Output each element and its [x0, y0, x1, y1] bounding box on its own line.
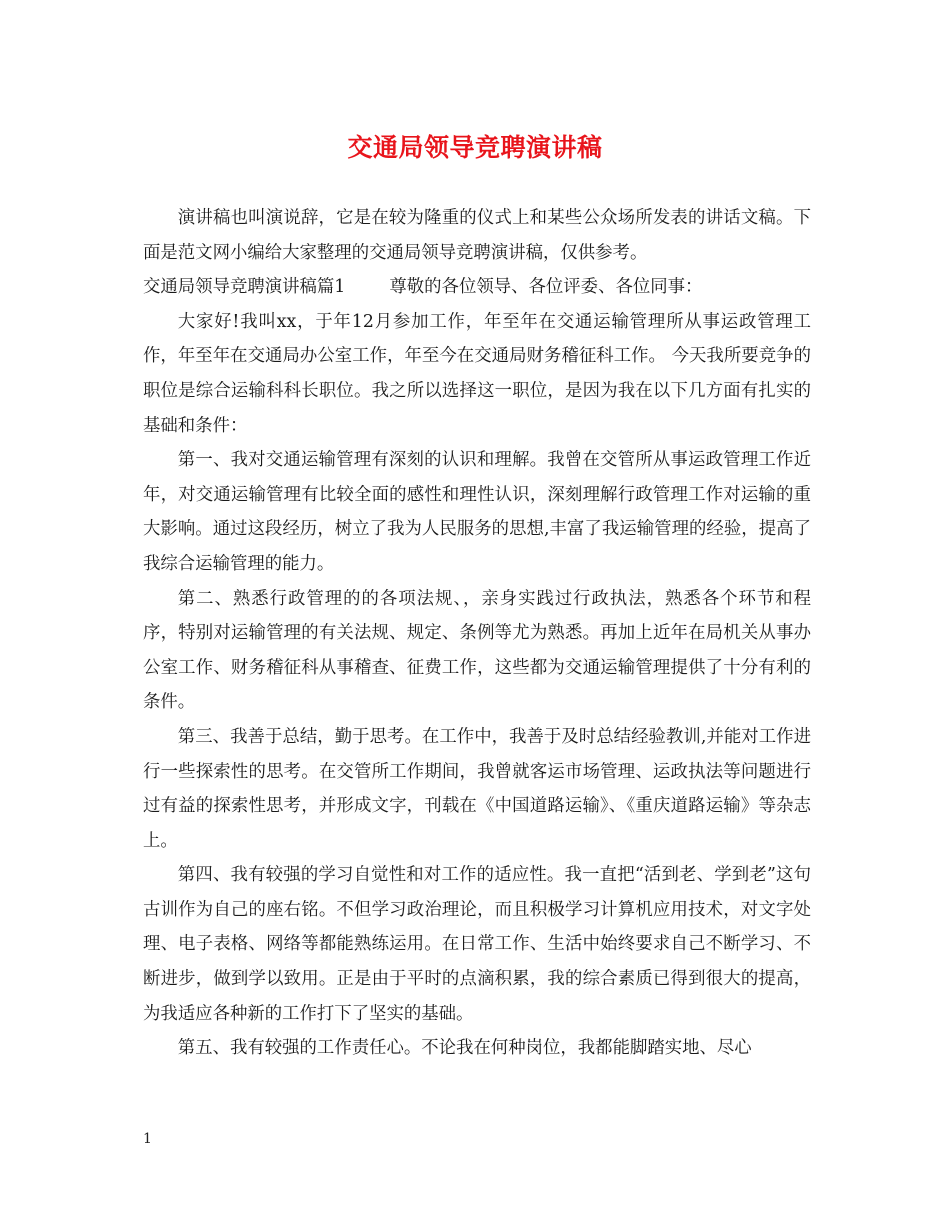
document-body [143, 201, 811, 1066]
body-paragraph-6: 第五、我有较强的工作责任心。不论我在何种岗位，我都能脚踏实地、尽心 [177, 1038, 752, 1059]
body-paragraph-2: 第一、我对交通运输管理有深刻的认识和理解。我曾在交管所从事运政管理工作近年，对交通运输管理有比较全面的感性和理性认识，深刻理解行政管理工作对运输的重大影响。通过这段经历，树立了我为人民服务的思想,丰富了我运输管理的经验，提高了我综合运输管理的能力。 [143, 450, 811, 574]
body-paragraph-3: 第二、熟悉行政管理的的各项法规、，亲身实践过行政执法，熟悉各个环节和程序，特别对运输管理的有关法规、规定、条例等尤为熟悉。再加上近年在局机关从事办公室工作、财务稽征科从事稽查、征费工作，这些都为交通运输管理提供了十分有利的条件。 [143, 588, 811, 713]
body-paragraph-5: 第四、我有较强的学习自觉性和对工作的适应性。我一直把“活到老、学到老”这句古训作为自己的座右铭。不但学习政治理论，而且积极学习计算机应用技术，对文字处理、电子表格、网络等都能熟练运用。在日常工作、生活中始终要求自己不断学习、不断进步，做到学以致用。正是由于平时的点滴积累，我的综合素质已得到很大的提高，为我适应各种新的工作打下了坚实的基础。 [143, 865, 811, 1024]
salutation: 尊敬的各位领导、各位评委、各位同事： [389, 277, 703, 298]
article-heading-row [143, 270, 811, 305]
body-paragraph-4: 第三、我善于总结，勤于思考。在工作中，我善于及时总结经验教训,并能对工作进行一些探索性的思考。在交管所工作期间，我曾就客运市场管理、运政执法等问题进行过有益的探索性思考，并形成文字，刊载在《中国道路运输》、《重庆道路运输》等杂志上。 [143, 726, 811, 851]
intro-paragraph: 演讲稿也叫演说辞，它是在较为隆重的仪式上和某些公众场所发表的讲话文稿。下面是范文网小编给大家整理的交通局领导竞聘演讲稿，仅供参考。 [143, 208, 811, 263]
page-number: 1 [143, 1131, 152, 1147]
article-heading: 交通局领导竞聘演讲稿篇1 [143, 277, 346, 298]
body-paragraph-1: 大家好!我叫xx，于年12月参加工作，年至年在交通运输管理所从事运政管理工作，年至年在交通局办公室工作，年至今在交通局财务稽征科工作。 今天我所要竞争的职位是综合运输科科长职位。我之所以选择这一职位，是因为我在以下几方面有扎实的基础和条件： [143, 311, 811, 436]
document-title: 交通局领导竞聘演讲稿 [347, 133, 603, 162]
